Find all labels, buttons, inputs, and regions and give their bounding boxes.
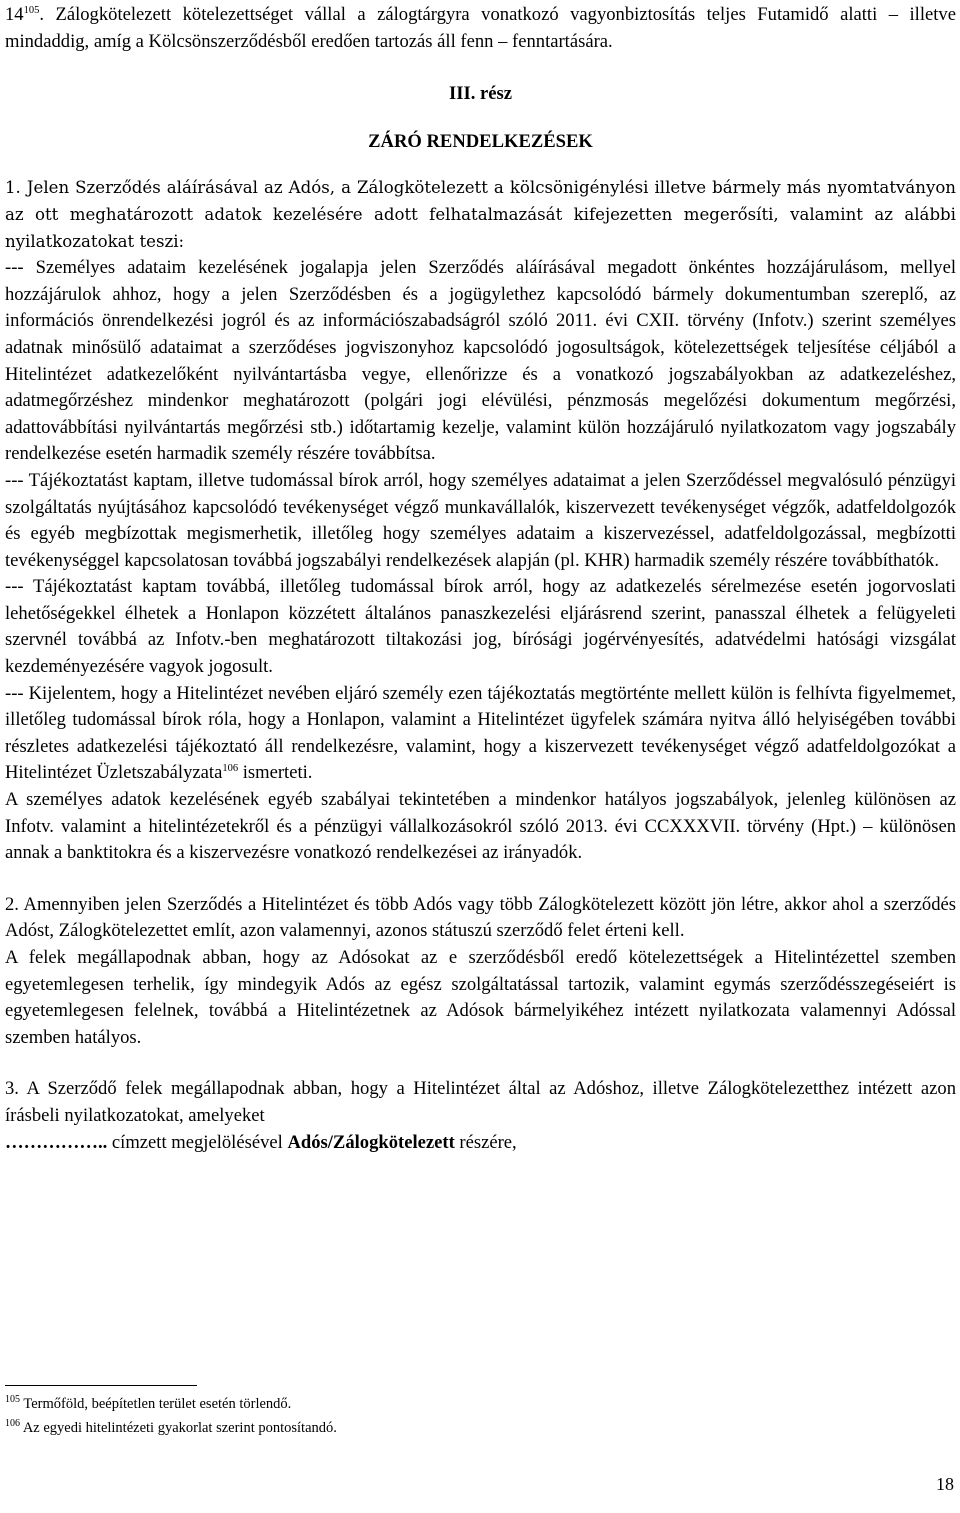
addressee-line <box>5 1130 956 1157</box>
footnote-105 <box>5 1394 565 1414</box>
footnote-ref-106: 106 <box>222 763 239 775</box>
item-3-paragraph: 3. A Szerződő felek megállapodnak abban, hogy a Hitelintézet által az Adóshoz, illetve Zálogkötelezetthez intézett azon írásbeli nyilatkozatokat, amelyeket <box>5 1078 956 1126</box>
spacer <box>5 1051 956 1076</box>
item-2-paragraph: 2. Amennyiben jelen Szerződés a Hitelintézet és több Adós vagy több Zálogkötelezett között jön létre, akkor ahol a szerződés Adóst, Zálogkötelezettet említ, azon valamennyi, azonos státuszú szerződő felet érteni kell. <box>5 893 956 942</box>
addressee-text: címzett megjelölésével <box>107 1131 288 1153</box>
declaration-text: --- Kijelentem, hogy a Hitelintézet nevében eljáró személy ezen tájékoztatás megtörténte mellett külön is felhívta figyelmemet, illetőleg tudomással bírok róla, hogy a Honlapon, valamint a Hitelintézet ügyfelek számára nyitva álló helyiségében további részletes adatkezelési tájékoztató áll rendelkezésre, valamint, hogy a kiszervezett tevékenységet végző adatfeldolgozókat a Hitelintézet Üzletszabályzata <box>5 682 956 784</box>
intro-text: . Zálogkötelezett kötelezettséget vállal a zálogtárgyra vonatkozó vagyonbiztosítás teljes Futamidő alatti – illetve mindaddig, amíg a Kölcsönszerződésből eredően tartozás áll fenn – fenntartására. <box>5 4 956 52</box>
footnote-text: Az egyedi hitelintézeti gyakorlat szerint pontosítandó. <box>20 1420 337 1436</box>
footnote-106 <box>5 1418 565 1438</box>
footnote-number: 106 <box>5 1418 20 1430</box>
consent-paragraph: --- Személyes adataim kezelésének jogalapja jelen Szerződés aláírásával megadott önkéntes hozzájárulásom, mellyel hozzájárulok ahhoz, hogy a jelen Szerződésben és a jogügylethez kapcsolódó bármely dokumentumban szereplő, az információs önrendelkezési jogról és az információszabadságról szóló 2011. évi CXII. törvény (Infotv.) szerint személyes adatnak minősülő adataimat a szerződéses jogviszonyhoz kapcsolódó jogosultságok, kötelezettségek teljesítése céljából a Hitelintézet adatkezelőként nyilvántartásba vegye, ellenőrizze és a vonatkozó jogszabályokban az adatkezeléshez, adatmegőrzéshez mindenkor meghatározott (polgári jogi elévülési, pénzmosás megelőzési dokumentum megőrzési, adattovábbítási nyilvántartás megőrzési stb.) időtartamig kezelje, valamint külön hozzájáruló nyilatkozatom vagy jogszabály rendelkezése esetén harmadik személy részére továbbítsa. <box>5 257 956 465</box>
intro-paragraph <box>5 2 956 55</box>
document-body <box>5 0 956 1156</box>
item-1-text: 1. Jelen Szerződés aláírásával az Adós, a Zálogkötelezett a kölcsönigénylési illetve bármely más nyomtatványon az ott meghatározott adatok kezelésére adott felhatalmazását kifejezetten megerősíti, valamint az alábbi nyilatkozatokat teszi: <box>5 178 956 251</box>
section-title: ZÁRÓ RENDELKEZÉSEK <box>368 130 593 152</box>
spacer <box>5 867 956 892</box>
footnote-separator <box>5 1385 197 1386</box>
declaration-end: ismerteti. <box>238 762 313 784</box>
footnote-text: Termőföld, beépítetlen terület esetén törlendő. <box>20 1396 292 1412</box>
addressee-end: részére, <box>454 1131 517 1153</box>
page-number: 18 <box>936 1474 954 1494</box>
item-1-paragraph <box>5 175 956 255</box>
footnote-ref-105: 105 <box>23 4 40 16</box>
joint-liability-paragraph: A felek megállapodnak abban, hogy az Adósokat az e szerződésből eredő kötelezettségek a Hitelintézettel szemben egyetemlegesen terhelik, így mindegyik Adós az egész szolgáltatással tartozik, valamint egymás szerződésszegéseiért is egyetemlegesen felelnek, továbbá a Hitelintézetnek az Adósok bármelyikéhez intézett nyilatkozata valamennyi Adóssal szemben hatályos. <box>5 947 956 1048</box>
remedy-paragraph: --- Tájékoztatást kaptam továbbá, illetőleg tudomással bírok arról, hogy az adatkezelés sérelmezése esetén jogorvoslati lehetőségekkel élhetek a Honlapon közzétett általános panaszkezelési eljárásrend szerint, panasszal élhetek a felügyeleti szervnél továbbá az Infotv.-ben meghatározott tiltakozási jog, bírósági jogérvényesítés, adatvédelmi hatósági vizsgálat kezdeményezésére vagyok jogosult. <box>5 576 956 678</box>
part-title: III. rész <box>449 83 512 105</box>
footnote-number: 105 <box>5 1394 20 1406</box>
rules-paragraph: A személyes adatok kezelésének egyéb szabályai tekintetében a mindenkor hatályos jogszabályok, jelenleg különösen az Infotv. valamint a hitelintézetekről és a pénzügyi vállalkozásokról szóló 2013. évi CCXXXVII. törvény (Hpt.) – különösen annak a banktitokra és a kiszervezésre vonatkozó rendelkezései az irányadók. <box>5 789 956 864</box>
intro-number: 14 <box>5 4 24 25</box>
blank-dots: …………….. <box>5 1131 108 1153</box>
information-paragraph: --- Tájékoztatást kaptam, illetve tudomással bírok arról, hogy személyes adataimat a jelen Szerződéssel megvalósuló pénzügyi szolgáltatás nyújtásához kapcsolódó tevékenységet végző munkavállalók, kiszervezett tevékenységet végzők, adatfeldolgozók és egyéb megbízottak megismerhetik, illetőleg hogy személyes adataim a kiszervezéssel, adatfeldolgozással, megbízotti tevékenységgel kapcsolatosan továbbá jogszabályi rendelkezések alapján (pl. KHR) harmadik személy részére továbbíthatók. <box>5 469 956 571</box>
declaration-paragraph <box>5 681 956 787</box>
addressee-bold: Adós/Zálogkötelezett <box>287 1131 455 1153</box>
